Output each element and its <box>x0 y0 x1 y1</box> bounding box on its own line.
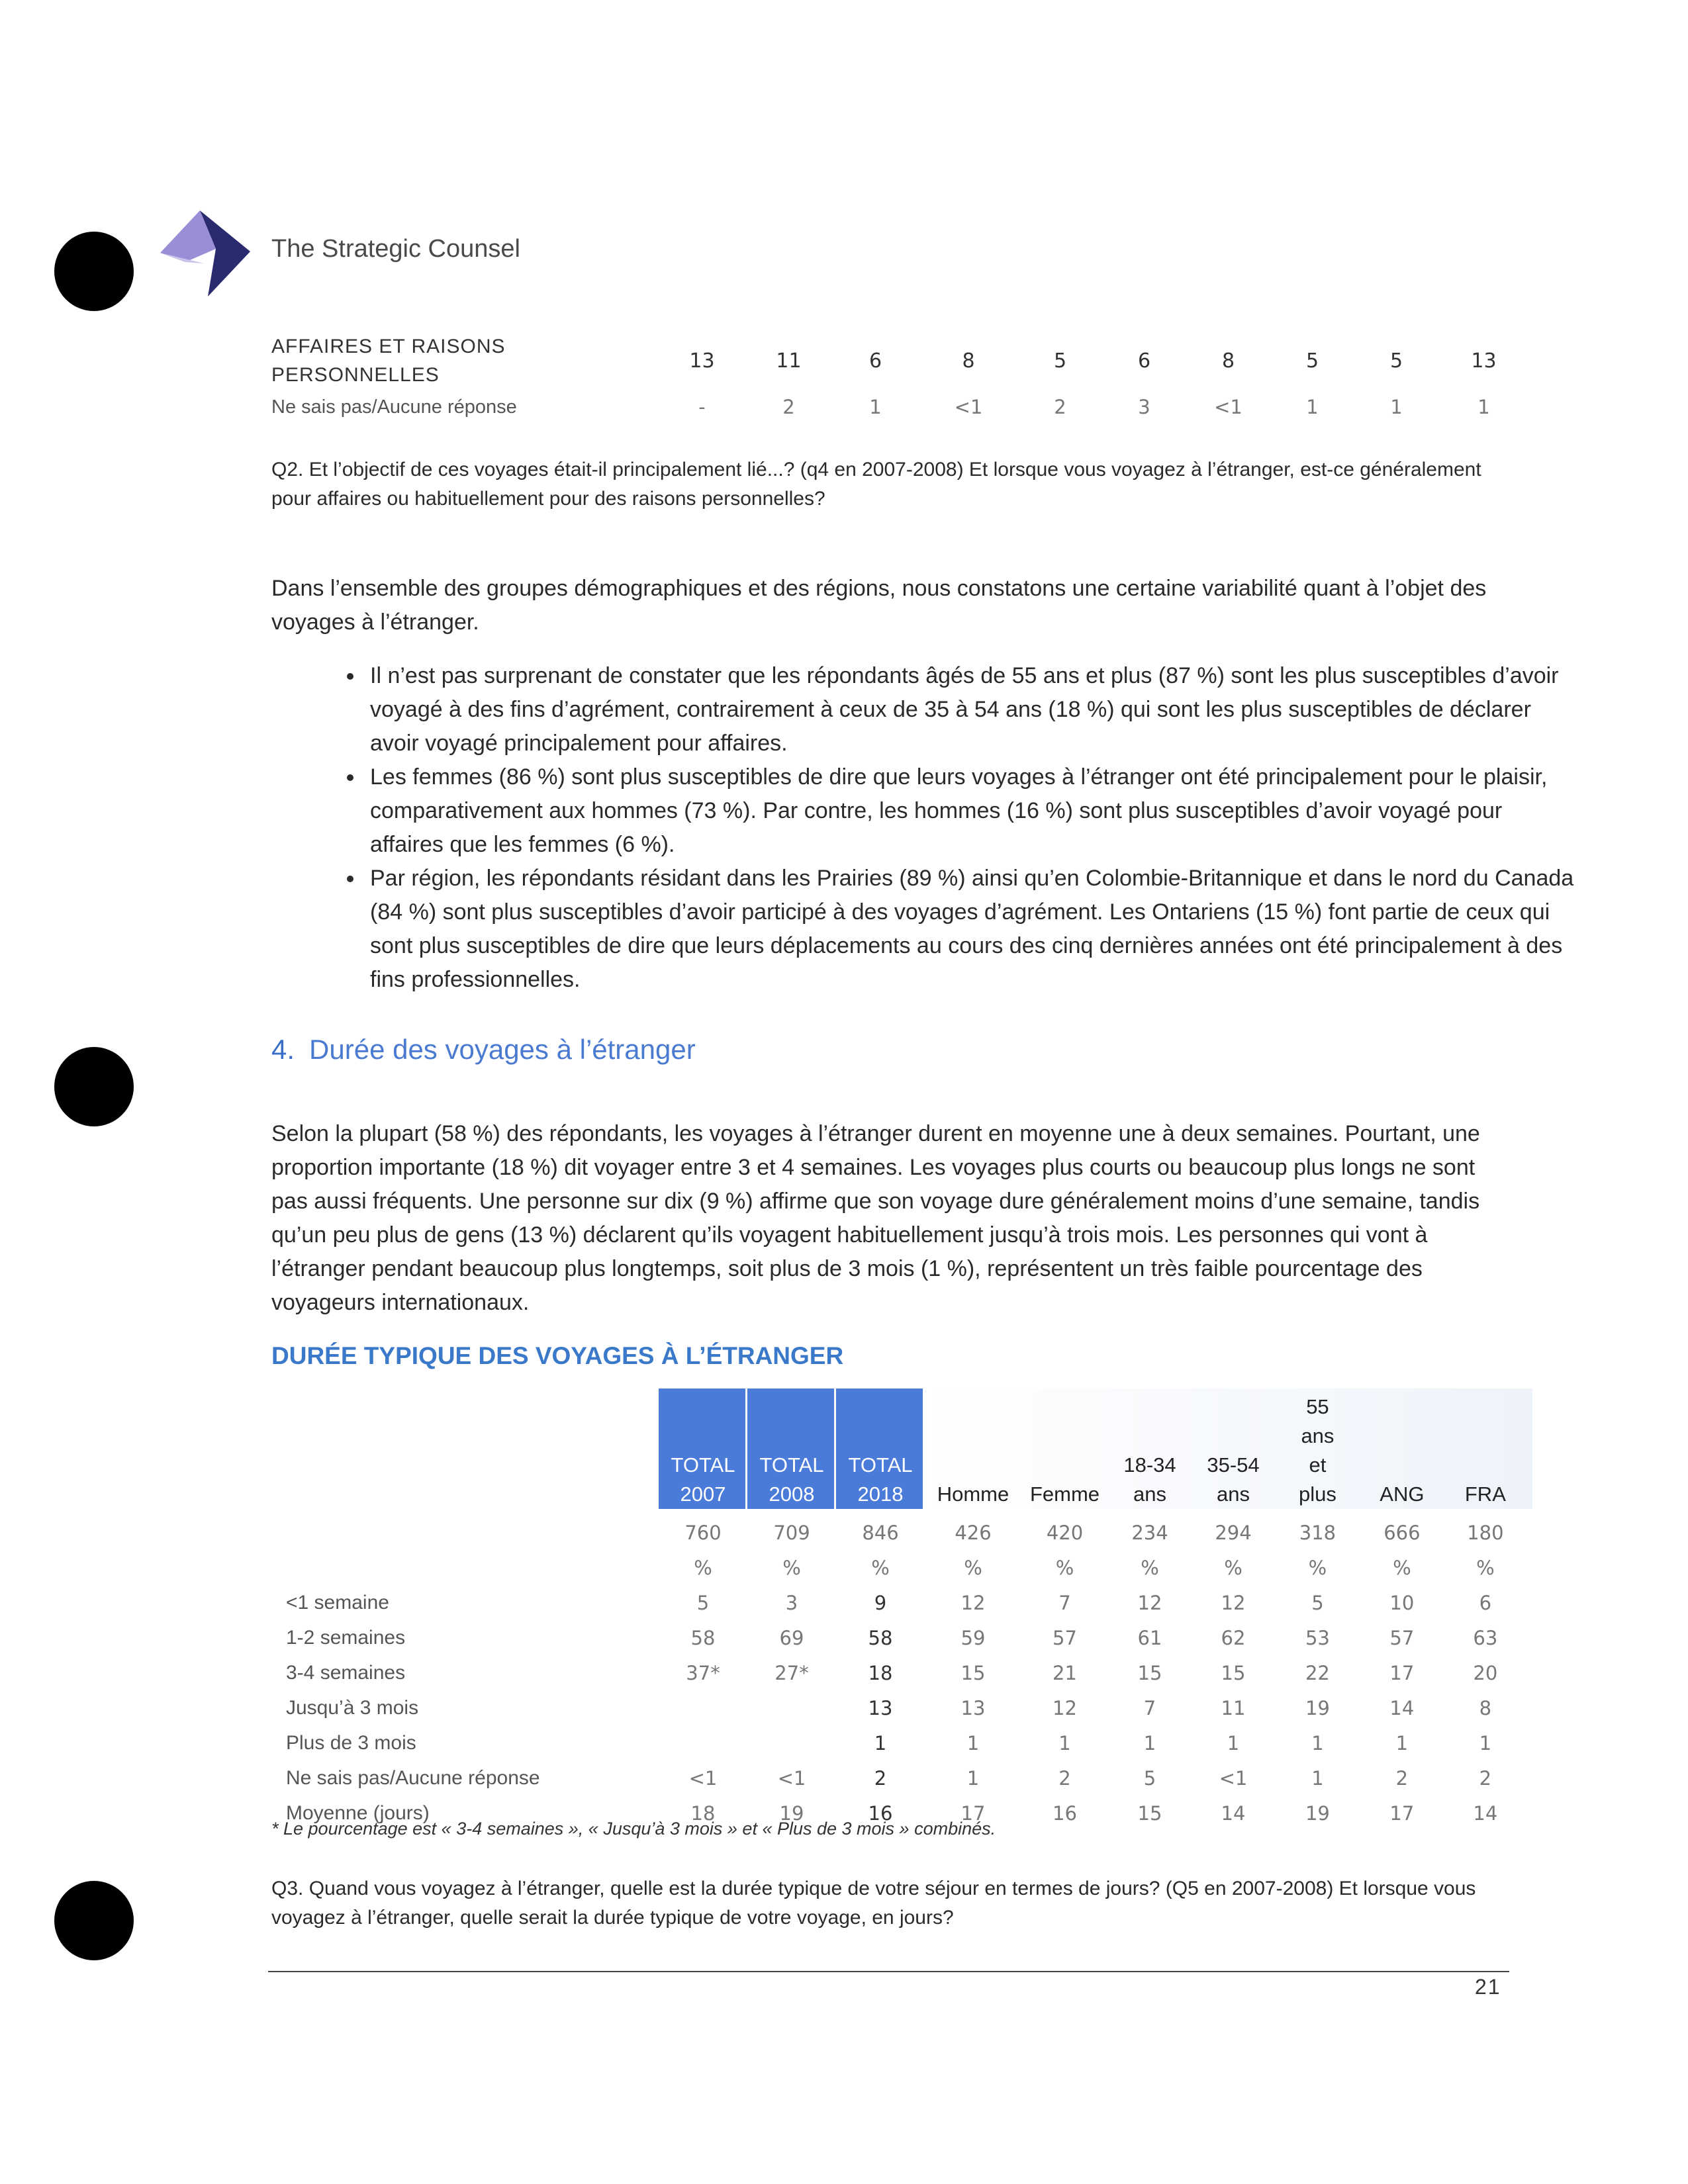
list-item: • Par région, les répondants résidant dans les Prairies (89 %) ainsi qu’en Colombie-Britannique et dans le nord du Canada (84 %) sont plus susceptibles d’avoir participé à des voyages d’agrément. Les Ontariens (15 %) font partie de ceux qui sont plus susceptibles de dire que leurs déplacements au cours des cinq dernières années ont été principalement à des fins professionnelles. <box>365 862 1576 997</box>
row-label: AFFAIRES ET RAISONS PERSONNELLES <box>271 336 506 386</box>
table-cell: % <box>964 1557 982 1579</box>
table-cell: 709 <box>773 1522 810 1544</box>
table-cell: 10 <box>1389 1592 1415 1614</box>
table-cell: 16 <box>868 1802 893 1825</box>
row-label: Ne sais pas/Aucune réponse <box>286 1767 540 1789</box>
row-label: Plus de 3 mois <box>286 1732 416 1754</box>
table-cell: 6 <box>1479 1592 1492 1614</box>
table-cell: 5 <box>1305 349 1319 373</box>
table-cell: 2 <box>1058 1767 1071 1790</box>
table-cell: 14 <box>1221 1802 1246 1825</box>
table-cell: 15 <box>961 1662 986 1684</box>
table-cell: 13 <box>689 349 715 373</box>
table-cell: 18 <box>690 1802 716 1825</box>
unit-row <box>271 1544 1527 1579</box>
question-q2: Q2. Et l’objectif de ces voyages était-il principalement lié...? (q4 en 2007-2008) Et lorsque vous voyagez à l’étranger, est-ce généralement pour affaires ou habituellement pour des raisons personnelles? <box>271 459 1481 510</box>
table-cell: 1 <box>966 1767 980 1790</box>
table-cell: 426 <box>955 1522 992 1544</box>
table-cell: 1 <box>874 1732 887 1754</box>
table-cell: 8 <box>1479 1697 1492 1719</box>
table-cell: 8 <box>1221 349 1235 373</box>
table-cell: 57 <box>1389 1627 1415 1649</box>
table-cell: 2 <box>874 1767 887 1790</box>
table-cell: 15 <box>1137 1662 1162 1684</box>
table-cell: 13 <box>868 1697 893 1719</box>
table-cell: 12 <box>1221 1592 1246 1614</box>
row-label: 1-2 semaines <box>286 1627 406 1649</box>
table-cell: 7 <box>1143 1697 1156 1719</box>
table-cell: 11 <box>776 349 802 373</box>
table-cell: 15 <box>1221 1662 1246 1684</box>
table-cell: 1 <box>1311 1767 1324 1790</box>
section-heading <box>271 1034 696 1066</box>
row-label: Ne sais pas/Aucune réponse <box>271 396 517 418</box>
binder-hole-top <box>54 232 134 311</box>
table-cell: 5 <box>1053 349 1067 373</box>
table-cell: 21 <box>1053 1662 1077 1684</box>
column-header: Femme <box>1029 1482 1100 1506</box>
base-row <box>271 1509 1527 1544</box>
list-item: • Il n’est pas surprenant de constater que les répondants âgés de 55 ans et plus (87 %) sont les plus susceptibles d’avoir voyagé à des fins d’agrément, contrairement à ceux de 35 à 54 ans (18 %) qui sont les plus susceptibles de déclarer avoir voyagé principalement pour affaires. <box>365 659 1576 760</box>
table-cell: 1 <box>869 396 882 418</box>
table-cell: 5 <box>1143 1767 1156 1790</box>
table-cell: 69 <box>779 1627 804 1649</box>
table-cell: - <box>698 396 706 418</box>
table-cell: % <box>694 1557 712 1579</box>
table-cell: 62 <box>1221 1627 1246 1649</box>
table-cell: 19 <box>1305 1697 1330 1719</box>
question-q3: Q3. Quand vous voyagez à l’étranger, quelle est la durée typique de votre séjour en termes de jours? (Q5 en 2007-2008) Et lorsque vous voyagez à l’étranger, quelle serait la durée typique de votre voyage, en jours? <box>271 1878 1476 1929</box>
table-cell <box>659 1684 747 1719</box>
duration-table <box>271 1388 1527 1825</box>
table-cell: 17 <box>1389 1662 1415 1684</box>
table-cell: 3 <box>785 1592 798 1614</box>
page-number: 21 <box>1475 1975 1501 1999</box>
table-row <box>271 1684 1527 1719</box>
column-header: 55 ans et plus <box>1299 1395 1336 1506</box>
table-cell: % <box>1393 1557 1411 1579</box>
table-row <box>271 1614 1527 1649</box>
table-cell: <1 <box>954 396 983 418</box>
table-cell: 1 <box>966 1732 980 1754</box>
section-paragraph: Selon la plupart (58 %) des répondants, les voyages à l’étranger durent en moyenne une à deux semaines. Pourtant, une proportion importante (18 %) dit voyager entre 3 et 4 semaines. Les voyages plus courts ou beaucoup plus longs ne sont pas aussi fréquents. Une personne sur dix (9 %) affirme que son voyage dure généralement moins d’une semaine, tandis qu’un peu plus de gens (13 %) déclarent qu’ils voyagent habituellement jusqu’à trois mois. Les personnes qui vont à l’étranger pendant beaucoup plus longtemps, soit plus de 3 mois (1 %), représentent un très faible pourcentage des voyageurs internationaux. <box>271 1121 1480 1315</box>
table-cell: 7 <box>1058 1592 1071 1614</box>
table-cell: 20 <box>1473 1662 1498 1684</box>
table-cell: 760 <box>684 1522 722 1544</box>
table-cell: 17 <box>961 1802 986 1825</box>
binder-hole-middle <box>54 1047 134 1126</box>
table-cell: 59 <box>961 1627 986 1649</box>
table-cell: 5 <box>696 1592 710 1614</box>
table-cell: 1 <box>1390 396 1403 418</box>
table-cell: 17 <box>1389 1802 1415 1825</box>
table-cell: <1 <box>777 1767 806 1790</box>
table-cell: 22 <box>1305 1662 1330 1684</box>
column-header: TOTAL 2008 <box>759 1453 824 1506</box>
findings-list <box>301 659 1576 997</box>
table-title: DURÉE TYPIQUE DES VOYAGES À L’ÉTRANGER <box>271 1342 844 1369</box>
table-cell: <1 <box>1214 396 1243 418</box>
section-number: 4. <box>271 1034 295 1065</box>
table-cell: % <box>782 1557 801 1579</box>
table-cell: 27* <box>774 1662 809 1684</box>
table-cell: 13 <box>961 1697 986 1719</box>
table-cell: 15 <box>1137 1802 1162 1825</box>
column-header: 35-54 ans <box>1207 1453 1260 1506</box>
table-cell: % <box>1055 1557 1074 1579</box>
table-cell: 14 <box>1473 1802 1498 1825</box>
footer-rule <box>268 1971 1509 1972</box>
table-cell: 14 <box>1389 1697 1415 1719</box>
table-cell: 53 <box>1305 1627 1330 1649</box>
table-cell: 18 <box>868 1662 893 1684</box>
table-cell: % <box>871 1557 890 1579</box>
table-cell: 2 <box>1395 1767 1409 1790</box>
table-cell: 1 <box>1395 1732 1409 1754</box>
table-cell: 180 <box>1467 1522 1504 1544</box>
table-cell: 19 <box>779 1802 804 1825</box>
intro-paragraph: Dans l’ensemble des groupes démographiques et des régions, nous constatons une certaine variabilité quant à l’objet des voyages à l’étranger. <box>271 576 1487 635</box>
table-cell: 2 <box>1054 396 1066 418</box>
table-cell: 63 <box>1473 1627 1498 1649</box>
table-cell: 1 <box>1479 1732 1492 1754</box>
table-cell: 666 <box>1383 1522 1421 1544</box>
table-cell: 1 <box>1143 1732 1156 1754</box>
table-cell: 294 <box>1215 1522 1252 1544</box>
table-cell: 1 <box>1058 1732 1071 1754</box>
table-cell: 6 <box>1137 349 1151 373</box>
table-cell: 8 <box>962 349 975 373</box>
column-header: TOTAL 2018 <box>848 1453 913 1506</box>
purpose-table-continuation <box>271 331 1529 424</box>
table-cell: 12 <box>1053 1697 1077 1719</box>
brand-name: The Strategic Counsel <box>271 235 520 263</box>
table-cell: 1 <box>1311 1732 1324 1754</box>
table-cell: 420 <box>1046 1522 1084 1544</box>
table-cell: 5 <box>1389 349 1403 373</box>
table-cell: 37* <box>686 1662 720 1684</box>
table-cell: 3 <box>1138 396 1150 418</box>
table-cell: 58 <box>690 1627 716 1649</box>
table-cell: 19 <box>1305 1802 1330 1825</box>
row-label <box>271 1509 659 1544</box>
table-cell <box>659 1719 747 1754</box>
row-label: Moyenne (jours) <box>286 1802 430 1824</box>
header-blank <box>271 1388 659 1509</box>
column-header: 18-34 ans <box>1123 1453 1176 1506</box>
table-cell: % <box>1476 1557 1495 1579</box>
table-row <box>271 390 1529 424</box>
table-cell: 5 <box>1311 1592 1324 1614</box>
table-cell: 12 <box>961 1592 986 1614</box>
table-cell: 12 <box>1137 1592 1162 1614</box>
column-header: TOTAL 2007 <box>671 1453 735 1506</box>
table-cell: 234 <box>1131 1522 1168 1544</box>
table-cell: 57 <box>1053 1627 1077 1649</box>
binder-hole-bottom <box>54 1881 134 1960</box>
table-cell: 846 <box>862 1522 899 1544</box>
column-header: FRA <box>1464 1482 1506 1506</box>
row-label: 3-4 semaines <box>286 1662 406 1684</box>
table-cell: 2 <box>1479 1767 1492 1790</box>
table-cell: 9 <box>874 1592 887 1614</box>
table-footnote: * Le pourcentage est « 3-4 semaines », « Jusqu’à 3 mois » et « Plus de 3 mois » combinés. <box>271 1819 996 1839</box>
row-label: Jusqu’à 3 mois <box>286 1697 419 1719</box>
table-cell: <1 <box>1219 1767 1248 1790</box>
table-cell: 1 <box>1477 396 1490 418</box>
table-cell: 13 <box>1471 349 1497 373</box>
row-label <box>271 1544 659 1579</box>
table-row <box>271 1719 1527 1754</box>
table-cell: 318 <box>1299 1522 1336 1544</box>
table-cell: 1 <box>1227 1732 1240 1754</box>
table-cell: 6 <box>868 349 882 373</box>
section-title: Durée des voyages à l’étranger <box>309 1034 696 1065</box>
table-cell: 16 <box>1053 1802 1077 1825</box>
row-label: <1 semaine <box>286 1592 389 1614</box>
table-cell: 61 <box>1137 1627 1162 1649</box>
table-cell: 58 <box>868 1627 893 1649</box>
strategic-counsel-logo <box>160 210 253 300</box>
column-header: Homme <box>937 1482 1009 1506</box>
table-row <box>271 1649 1527 1684</box>
list-item: • Les femmes (86 %) sont plus susceptibles de dire que leurs voyages à l’étranger ont été principalement pour le plaisir, comparativement aux hommes (73 %). Par contre, les hommes (16 %) sont plus susceptibles d’avoir voyagé pour affaires que les femmes (6 %). <box>365 760 1576 862</box>
table-cell <box>747 1719 836 1754</box>
table-row <box>271 1579 1527 1614</box>
table-cell: 1 <box>1306 396 1319 418</box>
column-header: ANG <box>1380 1482 1425 1506</box>
table-cell: % <box>1141 1557 1159 1579</box>
table-cell: <1 <box>688 1767 718 1790</box>
table-cell: 2 <box>782 396 795 418</box>
table-cell: % <box>1224 1557 1243 1579</box>
table-cell: % <box>1308 1557 1327 1579</box>
table-row <box>271 1754 1527 1790</box>
table-cell: 11 <box>1221 1697 1246 1719</box>
table-cell <box>747 1684 836 1719</box>
table-header-row <box>271 1388 1527 1509</box>
table-row <box>271 331 1529 390</box>
